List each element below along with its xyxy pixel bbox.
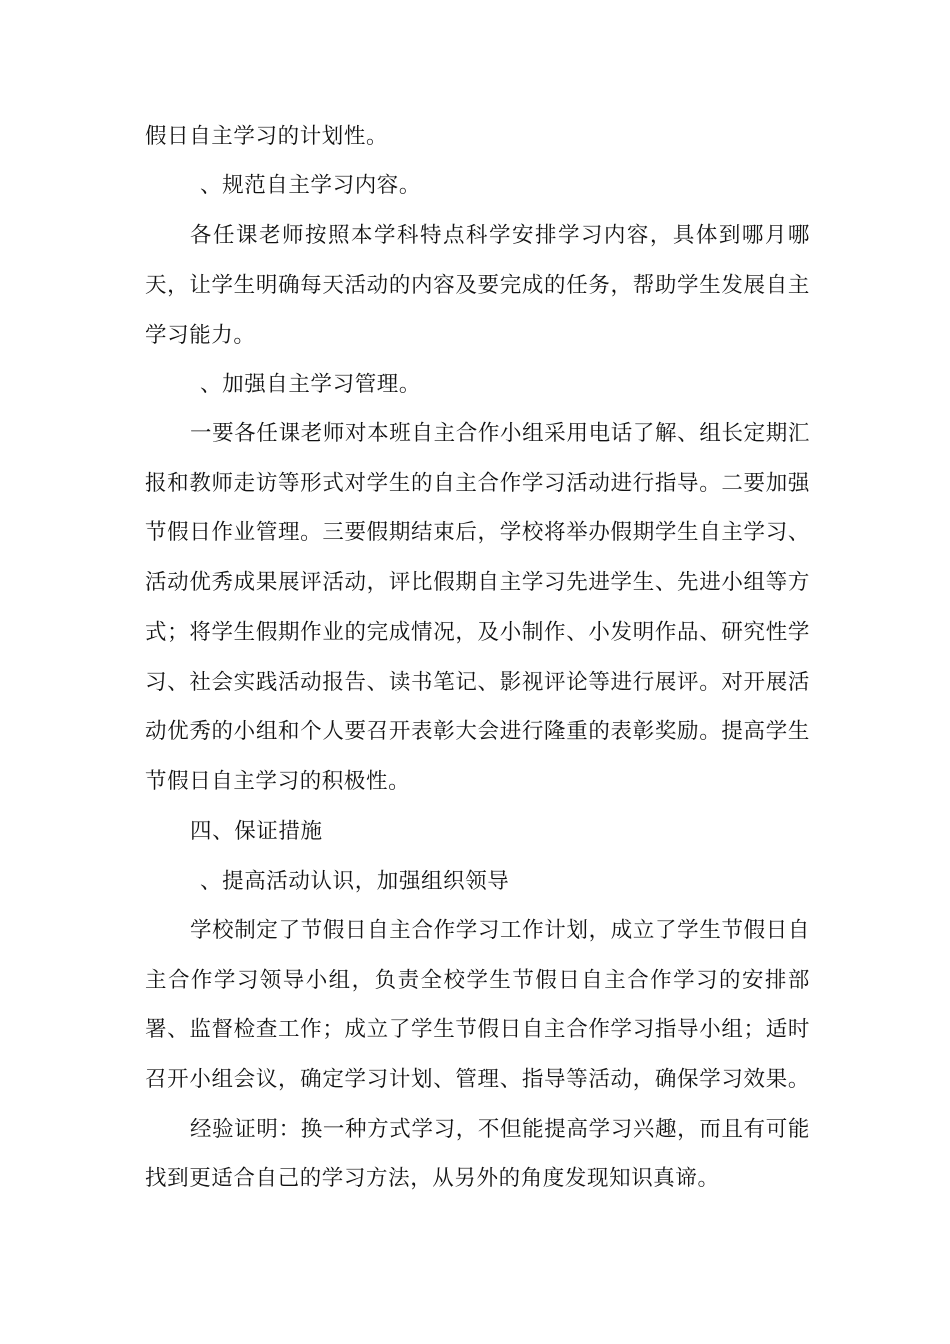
paragraph-line: 习、社会实践活动报告、读书笔记、影视评论等进行展评。对开展活 xyxy=(145,670,810,695)
paragraph-line: 学习能力。 xyxy=(145,323,256,348)
paragraph-line: 假日自主学习的计划性。 xyxy=(145,124,389,149)
paragraph-line: 署、监督检查工作；成立了学生节假日自主合作学习指导小组；适时 xyxy=(145,1017,810,1042)
paragraph-line: 各任课老师按照本学科特点科学安排学习内容，具体到哪月哪 xyxy=(190,223,810,248)
paragraph-line: 找到更适合自己的学习方法，从另外的角度发现知识真谛。 xyxy=(145,1166,720,1191)
subheading-line: 、规范自主学习内容。 xyxy=(200,173,422,198)
subheading-line: 、加强自主学习管理。 xyxy=(200,372,422,397)
paragraph-line: 经验证明：换一种方式学习，不但能提高学习兴趣，而且有可能 xyxy=(190,1117,810,1142)
paragraph-line: 天，让学生明确每天活动的内容及要完成的任务，帮助学生发展自主 xyxy=(145,273,810,298)
paragraph-line: 主合作学习领导小组，负责全校学生节假日自主合作学习的安排部 xyxy=(145,968,810,993)
paragraph-line: 式；将学生假期作业的完成情况，及小制作、小发明作品、研究性学 xyxy=(145,620,810,645)
paragraph-line: 动优秀的小组和个人要召开表彰大会进行隆重的表彰奖励。提高学生 xyxy=(145,719,810,744)
paragraph-line: 活动优秀成果展评活动，评比假期自主学习先进学生、先进小组等方 xyxy=(145,570,810,595)
section-heading: 四、保证措施 xyxy=(190,819,323,844)
subheading-line: 、提高活动认识，加强组织领导 xyxy=(200,869,510,894)
paragraph-line: 节假日自主学习的积极性。 xyxy=(145,769,411,794)
paragraph-line: 一要各任课老师对本班自主合作小组采用电话了解、组长定期汇 xyxy=(190,421,810,446)
paragraph-line: 学校制定了节假日自主合作学习工作计划，成立了学生节假日自 xyxy=(190,918,810,943)
paragraph-line: 召开小组会议，确定学习计划、管理、指导等活动，确保学习效果。 xyxy=(145,1067,810,1092)
paragraph-line: 报和教师走访等形式对学生的自主合作学习活动进行指导。二要加强 xyxy=(145,471,810,496)
paragraph-line: 节假日作业管理。三要假期结束后，学校将举办假期学生自主学习、 xyxy=(145,520,810,545)
